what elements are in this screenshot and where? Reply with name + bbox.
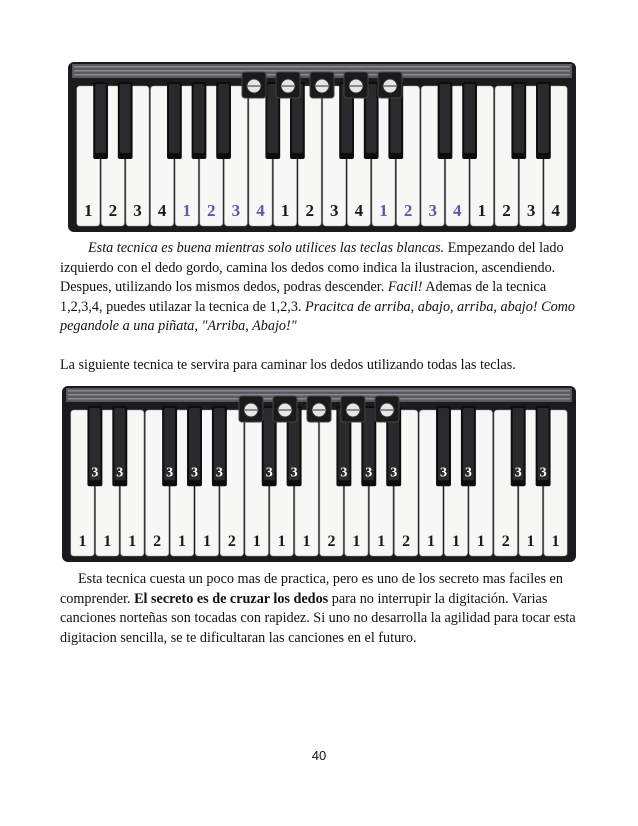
finger-number-label: 1 bbox=[379, 201, 388, 220]
accordion-keyboard-image-1 bbox=[68, 62, 576, 232]
white-key-finger-label: 1 bbox=[103, 533, 112, 550]
black-key-finger-label: 3 bbox=[215, 465, 223, 481]
finger-number-label: 1 bbox=[280, 201, 290, 220]
black-key-finger-label: 3 bbox=[191, 465, 198, 481]
white-key-finger-label: 2 bbox=[227, 533, 236, 550]
finger-number-label: 4 bbox=[256, 201, 265, 220]
white-key-finger-label: 1 bbox=[277, 533, 286, 550]
white-key-finger-label: 1 bbox=[202, 533, 211, 550]
accordion-keyboard-image-2 bbox=[62, 386, 576, 562]
paragraph-3-bold: El secreto es de cruzar los dedos bbox=[134, 590, 329, 607]
black-key-finger-label: 3 bbox=[116, 465, 124, 481]
white-key-finger-label: 1 bbox=[128, 533, 137, 550]
black-key-finger-label: 3 bbox=[464, 465, 472, 481]
paragraph-1-text-2: Ademas de la tecnica 1,2,3,4, puedes utilazar la tecnica de 1,2,3. bbox=[60, 279, 547, 315]
white-key-finger-label: 1 bbox=[551, 533, 560, 550]
finger-number-label: 4 bbox=[551, 201, 560, 220]
black-key-shine bbox=[95, 84, 106, 153]
black-key-finger-label: 3 bbox=[440, 465, 447, 481]
white-key-finger-label: 1 bbox=[352, 533, 361, 550]
page-number: 40 bbox=[311, 748, 327, 763]
white-key-finger-label: 1 bbox=[252, 533, 261, 550]
paragraph-1-italic-2: Facil! bbox=[387, 279, 423, 296]
keyboard-grill-line bbox=[74, 66, 570, 68]
black-key-finger-label: 3 bbox=[166, 465, 174, 481]
finger-number-label: 4 bbox=[354, 201, 364, 220]
finger-number-label: 3 bbox=[428, 201, 437, 220]
paragraph-3-text-1: Esta tecnica cuesta un poco mas de practica, pero es uno de los secreto mas faciles en comprender. bbox=[60, 571, 563, 607]
black-key-finger-label: 3 bbox=[539, 465, 547, 481]
white-key-finger-label: 2 bbox=[327, 533, 336, 550]
black-key-shine bbox=[513, 84, 524, 153]
keyboard-grill-line bbox=[74, 70, 570, 72]
paragraph-crossing-fingers bbox=[60, 570, 580, 648]
black-key-shine bbox=[194, 84, 205, 153]
white-key-finger-label: 1 bbox=[526, 533, 535, 550]
paragraph-1-italic-1: Esta tecnica es buena mientras solo utilices las teclas blancas. bbox=[88, 240, 445, 256]
black-key-finger-label: 3 bbox=[340, 465, 348, 481]
white-key-finger-label: 1 bbox=[377, 533, 386, 550]
black-key-finger-label: 3 bbox=[265, 465, 273, 481]
finger-number-label: 3 bbox=[330, 201, 339, 220]
finger-number-label: 2 bbox=[108, 201, 118, 220]
finger-number-label: 1 bbox=[182, 201, 191, 220]
finger-number-label: 1 bbox=[477, 201, 487, 220]
black-key-finger-label: 3 bbox=[290, 465, 298, 481]
finger-number-label: 2 bbox=[207, 201, 216, 220]
white-key-finger-label: 1 bbox=[451, 533, 460, 550]
paragraph-2-text: La siguiente tecnica te servira para caminar los dedos utilizando todas las teclas. bbox=[60, 357, 516, 373]
white-key-finger-label: 1 bbox=[476, 533, 485, 550]
black-key-finger-label: 3 bbox=[390, 465, 398, 481]
finger-number-label: 3 bbox=[526, 201, 536, 220]
black-key-shine bbox=[538, 84, 549, 153]
keyboard-grill-line bbox=[68, 394, 570, 396]
keyboard-2-svg bbox=[62, 386, 576, 562]
black-key-shine bbox=[218, 84, 229, 153]
white-key-finger-label: 1 bbox=[78, 533, 87, 550]
finger-number-label: 3 bbox=[231, 201, 241, 220]
finger-number-label: 4 bbox=[453, 201, 462, 220]
paragraph-3-text-2: para no interrupir la digitación. Varias canciones norteñas son tocadas con rapidez. Si uno no desarrolla la agilidad para tocar esta digitacion sencilla, se te dificultaran las canciones en el futuro. bbox=[60, 590, 576, 646]
black-key-shine bbox=[464, 84, 475, 153]
finger-number-label: 3 bbox=[133, 201, 142, 220]
keyboard-grill-line bbox=[68, 390, 570, 392]
paragraph-white-keys bbox=[60, 239, 580, 337]
finger-number-label: 1 bbox=[84, 201, 93, 220]
white-key-finger-label: 2 bbox=[153, 533, 162, 550]
paragraph-1-italic-3: Pracitca de arriba, abajo, arriba, abajo! Como pegandole a una piñata, "Arriba, Abajo!" bbox=[60, 298, 575, 335]
black-key-shine bbox=[120, 84, 131, 153]
black-key-shine bbox=[169, 84, 180, 153]
white-key-finger-label: 1 bbox=[427, 533, 436, 550]
paragraph-1-text-1: Empezando del lado izquierdo con el dedo gordo, camina los dedos como indica la ilustracion, ascendiendo. Despues, utilizando los mismos dedos, podras descender. bbox=[60, 240, 564, 296]
white-key-finger-label: 2 bbox=[501, 533, 510, 550]
finger-number-label: 2 bbox=[403, 201, 413, 220]
black-key-finger-label: 3 bbox=[91, 465, 99, 481]
black-key-finger-label: 3 bbox=[514, 465, 522, 481]
black-key-shine bbox=[440, 84, 451, 153]
finger-number-label: 2 bbox=[305, 201, 314, 220]
finger-number-label: 2 bbox=[502, 201, 511, 220]
white-key-finger-label: 2 bbox=[402, 533, 411, 550]
keyboard-1-svg bbox=[68, 62, 576, 232]
paragraph-all-keys-intro bbox=[60, 356, 580, 376]
black-key-finger-label: 3 bbox=[365, 465, 373, 481]
white-key-finger-label: 1 bbox=[302, 533, 311, 550]
white-key-finger-label: 1 bbox=[178, 533, 187, 550]
finger-number-label: 4 bbox=[157, 201, 167, 220]
